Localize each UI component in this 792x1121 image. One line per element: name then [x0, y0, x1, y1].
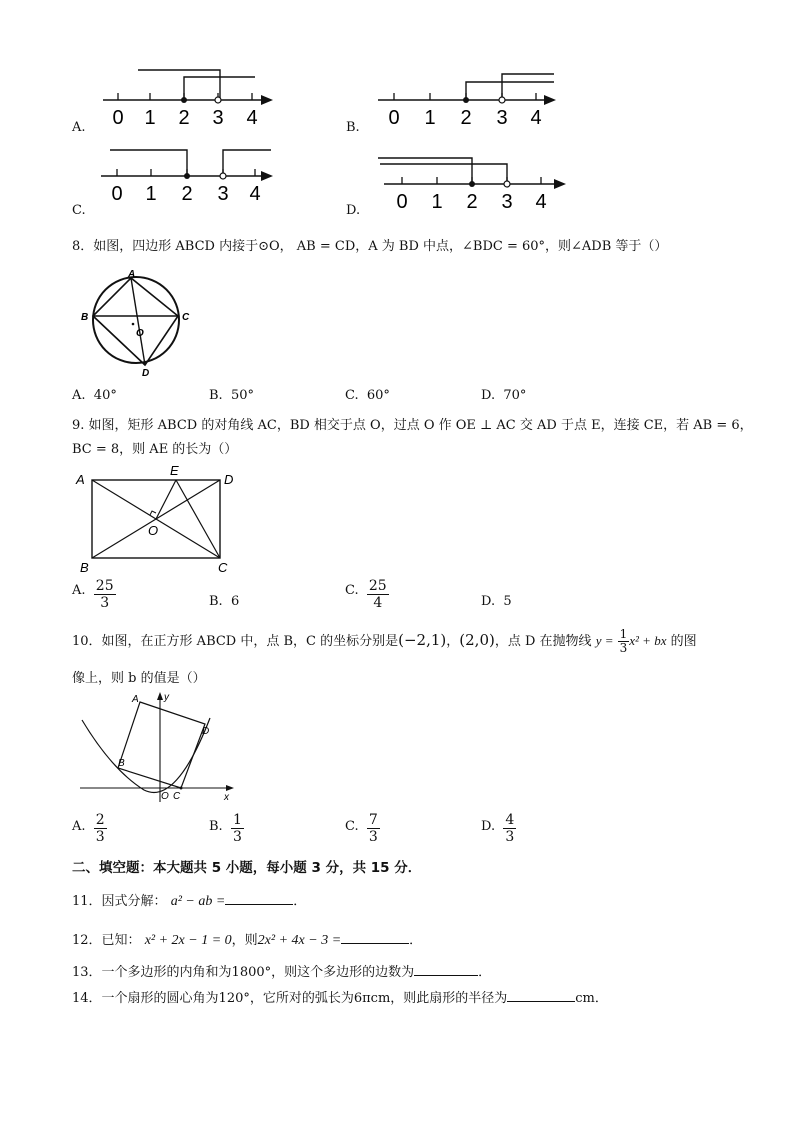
question-10-stem-line2: 像上，则 b 的值是（）	[72, 671, 206, 686]
tick-1: 1	[424, 107, 436, 129]
q9-option-d: D. 5	[481, 594, 512, 609]
q11-answer-blank[interactable]	[225, 892, 293, 905]
number-line-a	[95, 62, 285, 132]
tick-3: 3	[496, 107, 508, 129]
option-c-label: C.	[72, 203, 86, 218]
number-line-b	[372, 62, 572, 132]
label-E: E	[170, 463, 179, 478]
tick-0: 0	[388, 107, 400, 129]
label-A: A	[128, 269, 136, 280]
question-13: 13．一个多边形的内角和为1800°，则这个多边形的边数为 ．	[72, 965, 492, 980]
question-14: 14．一个扇形的圆心角为120°，它所对的弧长为6πcm，则此扇形的半径为 cm．	[72, 991, 608, 1006]
q12-answer-blank[interactable]	[341, 931, 409, 944]
tick-2: 2	[460, 107, 472, 129]
question-10-stem-line1: 10．如图，在正方形 ABCD 中，点 B，C 的坐标分别是(−2,1)，(2,0)，点 D 在抛物线 y = $\frac{1}{3}$ x² + bx 的图	[72, 627, 697, 655]
label-D: D	[224, 472, 234, 487]
q10-option-a: A. $\frac{2}{3}$	[72, 812, 105, 845]
option-b-label: B.	[346, 120, 360, 135]
q13-answer-blank[interactable]	[414, 963, 478, 976]
q9-option-c: C. $\frac{25}{4}$	[345, 578, 387, 611]
label-O: O	[161, 791, 169, 802]
q9-option-a: A. $\frac{25}{3}$	[72, 578, 114, 611]
option-a-label: A.	[72, 120, 86, 135]
label-C: C	[218, 560, 228, 575]
tick-1: 1	[145, 183, 157, 205]
question-8-stem: 8．如图，四边形 ABCD 内接于⊙O， AB = CD，A 为 BD 中点，∠BDC = 60°，则∠ADB 等于（）	[72, 239, 668, 254]
q8-circle-figure	[78, 268, 198, 380]
option-d-label: D.	[346, 203, 361, 218]
label-C: C	[182, 312, 190, 323]
q9-rectangle-figure	[72, 460, 242, 578]
number-line-c	[95, 140, 285, 210]
q10-option-b: B. $\frac{1}{3}$	[209, 812, 242, 845]
label-B: B	[81, 312, 89, 323]
tick-4: 4	[530, 107, 542, 129]
q10-option-c: C. $\frac{7}{3}$	[345, 812, 378, 845]
q8-option-a: A. 40°	[72, 388, 117, 403]
question-9-stem-line2: BC = 8，则 AE 的长为（）	[72, 442, 238, 457]
q8-option-c: C. 60°	[345, 388, 390, 403]
q8-option-d: D. 70°	[481, 388, 527, 403]
q10-option-d: D. $\frac{4}{3}$	[481, 812, 515, 845]
label-y: y	[164, 692, 169, 703]
question-12: 12．已知： x² + 2x − 1 = 0，则2x² + 4x − 3 = ．	[72, 933, 423, 948]
number-line-d	[372, 148, 572, 218]
question-9-stem-line1: 9. 如图，矩形 ABCD 的对角线 AC，BD 相交于点 O，过点 O 作 OE ⊥ AC 交 AD 于点 E，连接 CE，若 AB = 6，	[72, 418, 753, 433]
label-x: x	[224, 792, 229, 803]
tick-4: 4	[249, 183, 261, 205]
label-A: A	[76, 472, 85, 487]
label-B: B	[80, 560, 89, 575]
tick-4: 4	[246, 107, 258, 129]
tick-3: 3	[217, 183, 229, 205]
tick-1: 1	[144, 107, 156, 129]
label-D: D	[142, 368, 150, 379]
tick-0: 0	[112, 107, 124, 129]
q9-option-b: B. 6	[209, 594, 240, 609]
q10-parabola-figure	[72, 690, 242, 808]
section-2-heading: 二、填空题：本大题共 5 小题，每小题 3 分，共 15 分．	[72, 860, 422, 876]
tick-0: 0	[396, 191, 408, 213]
label-D: D	[202, 726, 210, 737]
tick-4: 4	[535, 191, 547, 213]
label-B: B	[118, 758, 125, 769]
label-C: C	[173, 791, 181, 802]
tick-2: 2	[466, 191, 478, 213]
label-A: A	[132, 694, 139, 705]
q14-answer-blank[interactable]	[507, 989, 575, 1002]
tick-0: 0	[111, 183, 123, 205]
label-O: O	[136, 328, 144, 339]
q8-option-b: B. 50°	[209, 388, 254, 403]
tick-1: 1	[431, 191, 443, 213]
tick-3: 3	[501, 191, 513, 213]
label-O: O	[148, 523, 159, 538]
tick-3: 3	[212, 107, 224, 129]
tick-2: 2	[178, 107, 190, 129]
tick-2: 2	[181, 183, 193, 205]
question-11: 11．因式分解： a² − ab = ．	[72, 894, 307, 909]
